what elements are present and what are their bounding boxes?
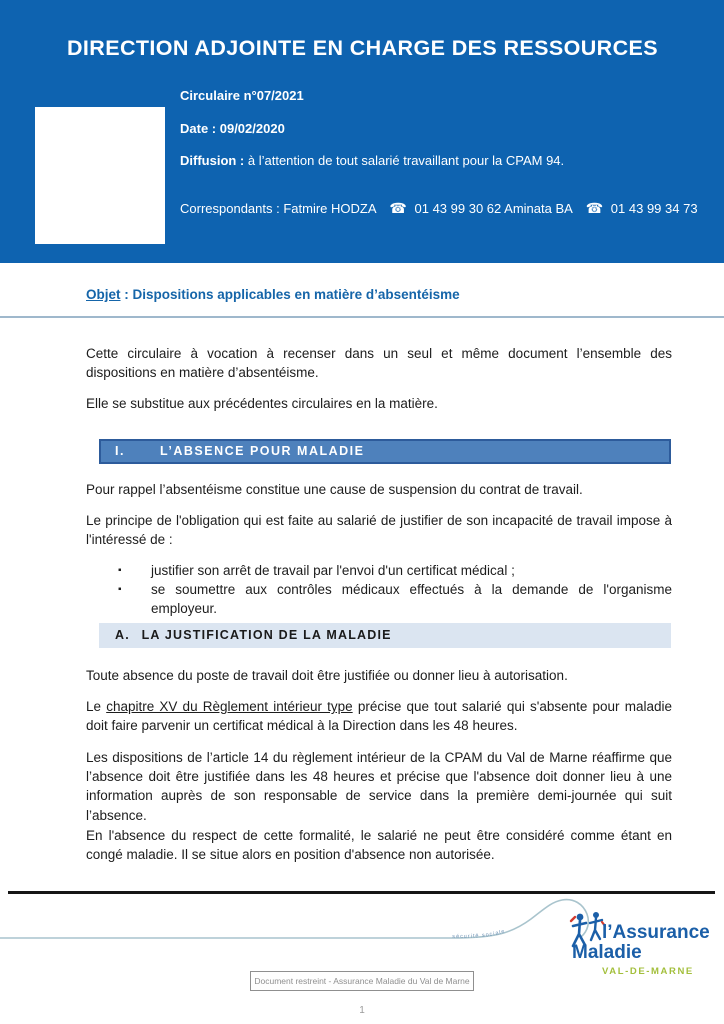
bullet-icon: ▪ xyxy=(118,565,122,576)
logo-placeholder-box xyxy=(35,107,165,244)
sectionA-numeral: A. xyxy=(115,628,130,642)
p6-post: précise que tout salarié qui s'absente pour maladie doit faire parvenir un certificat médical à la Direction dans les 48 heures. xyxy=(86,699,672,734)
list-item xyxy=(112,580,672,618)
p6-underlined-reference: chapitre XV du Règlement intérieur type xyxy=(106,699,353,714)
bullet-text-controles: se soumettre aux contrôles médicaux effectués à la demande de l'organisme employeur. xyxy=(151,582,672,617)
phone-icon: ☎ xyxy=(585,200,604,216)
bullet-icon: ▪ xyxy=(118,584,122,596)
circulaire-number: Circulaire n°07/2021 xyxy=(180,88,304,103)
sectionA-title: LA JUSTIFICATION DE LA MALADIE xyxy=(141,628,392,642)
correspondant2-phone: 01 43 99 34 73 xyxy=(610,201,698,216)
document-title: DIRECTION ADJOINTE EN CHARGE DES RESSOURCES xyxy=(67,36,659,60)
horizontal-rule xyxy=(0,316,724,318)
assurance-maladie-logo xyxy=(540,900,710,980)
correspondant1-phone: 01 43 99 30 62 xyxy=(414,201,502,216)
restricted-document-stamp: Document restreint - Assurance Maladie du Val de Marne xyxy=(250,971,474,991)
section1-numeral: I. xyxy=(115,444,125,458)
logo-arc-text: sécurité sociale xyxy=(452,928,507,941)
correspondants-line xyxy=(180,200,698,217)
paragraph-substitution: Elle se substitue aux précédentes circulaires en la matière. xyxy=(86,396,438,411)
diffusion-text: à l’attention de tout salarié travaillant pour la CPAM 94. xyxy=(244,153,565,168)
objet-label: Objet xyxy=(86,287,121,302)
correspondant2-name: Aminata BA xyxy=(504,201,573,216)
objet-line xyxy=(86,287,460,302)
paragraph-intro: Cette circulaire à vocation à recenser dans un seul et même document l’ensemble des dispositions en matière d’absentéisme. xyxy=(86,346,672,381)
logo-text-region: VAL-DE-MARNE xyxy=(602,966,694,977)
section-heading-justification-maladie xyxy=(99,623,671,648)
logo-text-assurance: l’Assurance xyxy=(602,922,710,943)
p6-pre: Le xyxy=(86,699,107,714)
paragraph-toute-absence: Toute absence du poste de travail doit être justifiée ou donner lieu à autorisation. xyxy=(86,668,568,683)
paragraph-article-14: Les dispositions de l’article 14 du règlement intérieur de la CPAM du Val de Marne réaffirme que l’absence doit être justifiée dans les 48 heures et précise que l'absence doit donner lieu à une information auprès de son responsable de service dans la première demi-journée qui suit l’absence. xyxy=(86,750,672,823)
page-number: 1 xyxy=(359,1005,365,1016)
logo-text-maladie: Maladie xyxy=(572,942,642,963)
diffusion-label: Diffusion : xyxy=(180,153,245,168)
circulaire-date: Date : 09/02/2020 xyxy=(180,121,285,136)
paragraph-chapitre-xv xyxy=(86,697,672,735)
bullet-list xyxy=(112,561,672,619)
section1-title: L’ABSENCE POUR MALADIE xyxy=(159,444,365,458)
list-item xyxy=(112,561,672,580)
header-banner xyxy=(0,0,724,263)
objet-separator: : xyxy=(120,287,133,302)
phone-icon: ☎ xyxy=(389,200,407,216)
section-heading-absence-maladie xyxy=(99,439,671,464)
bullet-text-justifier: justifier son arrêt de travail par l'envoi d'un certificat médical ; xyxy=(151,563,515,578)
diffusion-line xyxy=(180,153,564,168)
paragraph-formalite: En l'absence du respect de cette formalité, le salarié ne peut être considéré comme étant en congé maladie. Il se situe alors en position d'absence non autorisée. xyxy=(86,828,672,863)
objet-text: Dispositions applicables en matière d’absentéisme xyxy=(132,287,460,302)
correspondants-prefix: Correspondants : Fatmire HODZA xyxy=(180,201,376,216)
paragraph-rappel: Pour rappel l’absentéisme constitue une cause de suspension du contrat de travail. xyxy=(86,482,583,497)
paragraph-principe: Le principe de l'obligation qui est faite au salarié de justifier de son incapacité de travail impose à l'intéressé de : xyxy=(86,513,672,548)
